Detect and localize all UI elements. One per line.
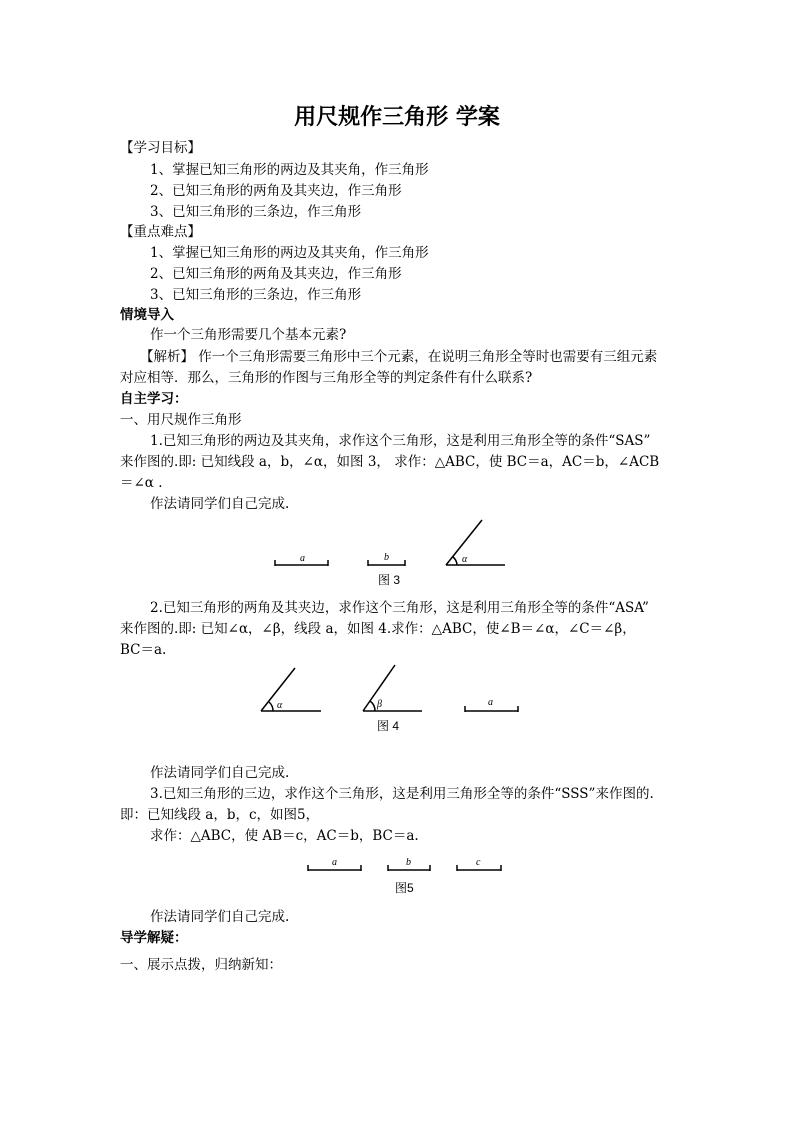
label-c: c	[476, 857, 481, 868]
problem2-line1: 2.已知三角形的两角及其夹边，求作这个三角形，这是利用三角形全等的条件“ASA”	[150, 600, 649, 616]
problem2-instruction: 作法请同学们自己完成.	[150, 765, 290, 781]
label-b: b	[406, 857, 411, 868]
label-alpha: α	[462, 554, 468, 565]
self-study-heading: 一、用尺规作三角形	[120, 412, 242, 428]
key-item: 2、已知三角形的两角及其夹边，作三角形	[150, 266, 402, 282]
problem1-instruction: 作法请同学们自己完成.	[150, 496, 290, 512]
key-item: 3、已知三角形的三条边，作三角形	[150, 287, 362, 303]
label-a: a	[300, 553, 305, 564]
problem3-line1: 3.已知三角形的三边，求作这个三角形，这是利用三角形全等的条件“SSS”来作图的.	[150, 786, 654, 802]
problem1-line1: 1.已知三角形的两边及其夹角，求作这个三角形，这是利用三角形全等的条件“SAS”	[150, 433, 651, 449]
intro-analysis-line1: 【解析】 作一个三角形需要三角形中三个元素，在说明三角形全等时也需要有三组元素	[140, 349, 658, 365]
angle-alpha	[446, 520, 505, 565]
figure-3	[270, 510, 520, 592]
figure-5	[300, 850, 510, 898]
problem3-instruction: 作法请同学们自己完成.	[150, 909, 290, 925]
problem2-line2: 来作图的.即: 已知∠α，∠β，线段 a，如图 4.求作：△ABC，使∠B＝∠α，∠C＝∠β，	[120, 621, 636, 637]
intro-question: 作一个三角形需要几个基本元素?	[150, 327, 347, 343]
angle-alpha	[261, 668, 321, 711]
figure-5-caption: 图5	[395, 881, 414, 895]
problem3-line3: 求作：△ABC，使 AB＝c，AC＝b，BC＝a.	[150, 828, 419, 844]
section-learning-goals: 【学习目标】	[120, 140, 201, 156]
problem2-line3: BC＝a.	[120, 642, 167, 658]
label-a: a	[332, 857, 337, 868]
goal-item: 3、已知三角形的三条边，作三角形	[150, 204, 362, 220]
problem1-line2: 来作图的.即: 已知线段 a，b，∠α，如图 3， 求作：△ABC，使 BC＝a，AC＝b，∠ACB	[120, 454, 660, 470]
intro-analysis-line2: 对应相等．那么，三角形的作图与三角形全等的判定条件有什么联系?	[120, 370, 533, 386]
section-intro: 情境导入	[120, 307, 174, 323]
section-key-points: 【重点难点】	[120, 224, 201, 240]
label-beta: β	[377, 699, 382, 710]
goal-item: 2、已知三角形的两角及其夹边，作三角形	[150, 183, 402, 199]
guided-item: 一、展示点拨，归纳新知：	[120, 957, 282, 973]
figure-4-caption: 图 4	[377, 719, 400, 733]
angle-beta	[363, 665, 422, 711]
page-title: 用尺规作三角形 学案	[294, 104, 500, 130]
section-guided-questions: 导学解疑：	[120, 930, 188, 946]
figure-3-caption: 图 3	[378, 573, 401, 587]
key-item: 1、掌握已知三角形的两边及其夹角，作三角形	[150, 245, 429, 261]
label-a: a	[488, 697, 493, 708]
label-alpha: α	[277, 700, 283, 711]
figure-4	[255, 658, 535, 738]
problem1-line3: ＝∠α .	[120, 475, 163, 491]
goal-item: 1、掌握已知三角形的两边及其夹角，作三角形	[150, 162, 429, 178]
label-b: b	[384, 552, 389, 563]
section-self-study: 自主学习：	[120, 391, 188, 407]
problem3-line2: 即：已知线段 a，b，c，如图5，	[120, 807, 320, 823]
